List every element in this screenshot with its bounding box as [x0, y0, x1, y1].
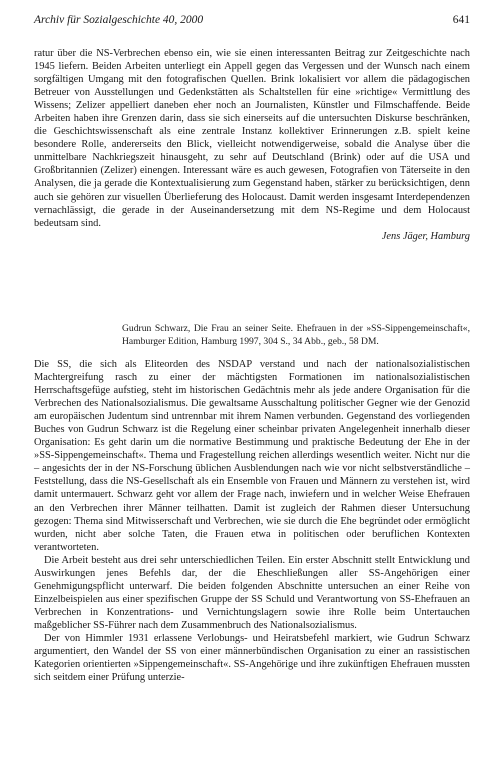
- review-author: Jens Jäger, Hamburg: [381, 230, 470, 242]
- paragraph: Die SS, die sich als Eliteorden des NSDAP verstand und nach der nationalsozialistischen Machtergreifung rasch zu einer der mächtigsten Formationen im nationalsozialistischen Herrschaftsgefüge aufstieg, steht im historischen Gedächtnis mehr als jede andere Organisation für die Verbrechen des Nationalsozialismus. Die gewaltsame Ausschaltung politischer Gegner wie der Genozid am europäischen Judentum sind untrennbar mit ihrem Namen verbunden. Gegenstand des vorliegenden Buches von Gudrun Schwarz ist die Regelung einer scheinbar privaten Angelegenheit innerhalb dieser Organisation: Es geht darin um die normative Bestimmung und praktische Bedeutung der Ehe in der »SS-Sippengemeinschaft«. Thema und Fragestellung reichen allerdings wesentlich weiter. Nicht nur die – angesichts der in der NS-Forschung üblichen Ausblendungen nach wie vor nicht selbstverständliche – Feststellung, dass die NS-Gesellschaft als ein Ensemble von Frauen und Männern zu verstehen ist, wird damit untermauert. Schwarz geht vor allem der Frage nach, inwiefern und in welcher Weise Ehefrauen an den Verbrechen ihrer Männer teilhatten. Damit ist zugleich der Rahmen dieser Untersuchung gezogen: Thema sind Mitwisserschaft und Verbrechen, wie sie durch die Ehe begründet oder ermöglicht wurden, nicht aber solche Taten, die Frauen etwa in politischen oder beruflichen Kontexten verantworteten.: [34, 359, 470, 553]
- review-jaeger-text: ratur über die NS-Verbrechen ebenso ein, wie sie einen interessanten Beitrag zur Zeitgeschichte nach 1945 liefern. Beiden Arbeiten unterliegt ein Appell gegen das Vergessen und der Wunsch nach einem sorgfältigen Umgang mit den fotografischen Quellen. Brink lokalisiert vor allem die pädagogischen Betreuer von Ausstellungen und Gedenkstätten als Schaltstellen für eine »richtige« Vermittlung des Wissens; Zelizer appelliert daneben eher noch an Journalisten, Künstler und Filmschaffende. Beide Arbeiten haben ihre Grenzen darin, dass sie sich einerseits auf die untersuchten Diskurse beschränken, die Geschichtswissenschaft als eine zentrale Instanz kollektiver Erinnerungen z.B. spielt keine besondere Rolle, andererseits den Blick, vielleicht notwendigerweise, sobald die Analyse über die unmittelbare Nachkriegszeit hinausgeht, zu sehr auf Deutschland (Brink) oder auf die USA und Großbritannien (Zelizer) einengen. Interessant wäre es auch gewesen, Fotografien von Täterseite in den Analysen, die ja gerade die Kontextualisierung zum Gegenstand haben, stärker zu berücksichtigen, denn auch sie gehören zur visuellen Überlieferung des Holocaust. Damit werden insgesamt Interdependenzen vernachlässigt, die gerade in der Auseinandersetzung mit dem NS-Regime und dem Holocaust bedeutsam sind.: [34, 48, 470, 229]
- journal-title: Archiv für Sozialgeschichte 40, 2000: [34, 14, 204, 26]
- paragraph: Der von Himmler 1931 erlassene Verlobungs- und Heiratsbefehl markiert, wie Gudrun Schwarz argumentiert, den Wandel der SS von einer männerbündischen Organisation zu einer an rassistischen Kategorien orientierten »Sippengemeinschaft«. SS-Angehörige und ihre zukünftigen Ehefrauen mussten sich seitdem einer Prüfung unterzie-: [34, 632, 470, 684]
- page-number: 641: [452, 14, 470, 26]
- review-schwarz: [34, 358, 470, 684]
- running-header: [34, 14, 470, 26]
- review-jaeger: [34, 47, 470, 243]
- book-citation: Gudrun Schwarz, Die Frau an seiner Seite. Ehefrauen in der »SS-Sippengemeinschaft«, Hamburger Edition, Hamburg 1997, 304 S., 34 Abb., geb., 58 DM.: [122, 323, 470, 347]
- paragraph: Die Arbeit besteht aus drei sehr unterschiedlichen Teilen. Ein erster Abschnitt stellt Entwicklung und Auswirkungen jenes Befehls dar, der die Eheschließungen aller SS-Angehörigen einer Genehmigungspflicht unterwarf. Die beiden folgenden Abschnitte untersuchen an einer Reihe von Einzelbeispielen aus einer spezifischen Gruppe der SS Schuld und Verantwortung von SS-Ehefrauen an Verbrechen in Konzentrations- und Vernichtungslagern sowie ihre Rolle beim Untertauchen maßgeblicher SS-Führer nach dem Zusammenbruch des Nationalsozialismus.: [34, 554, 470, 631]
